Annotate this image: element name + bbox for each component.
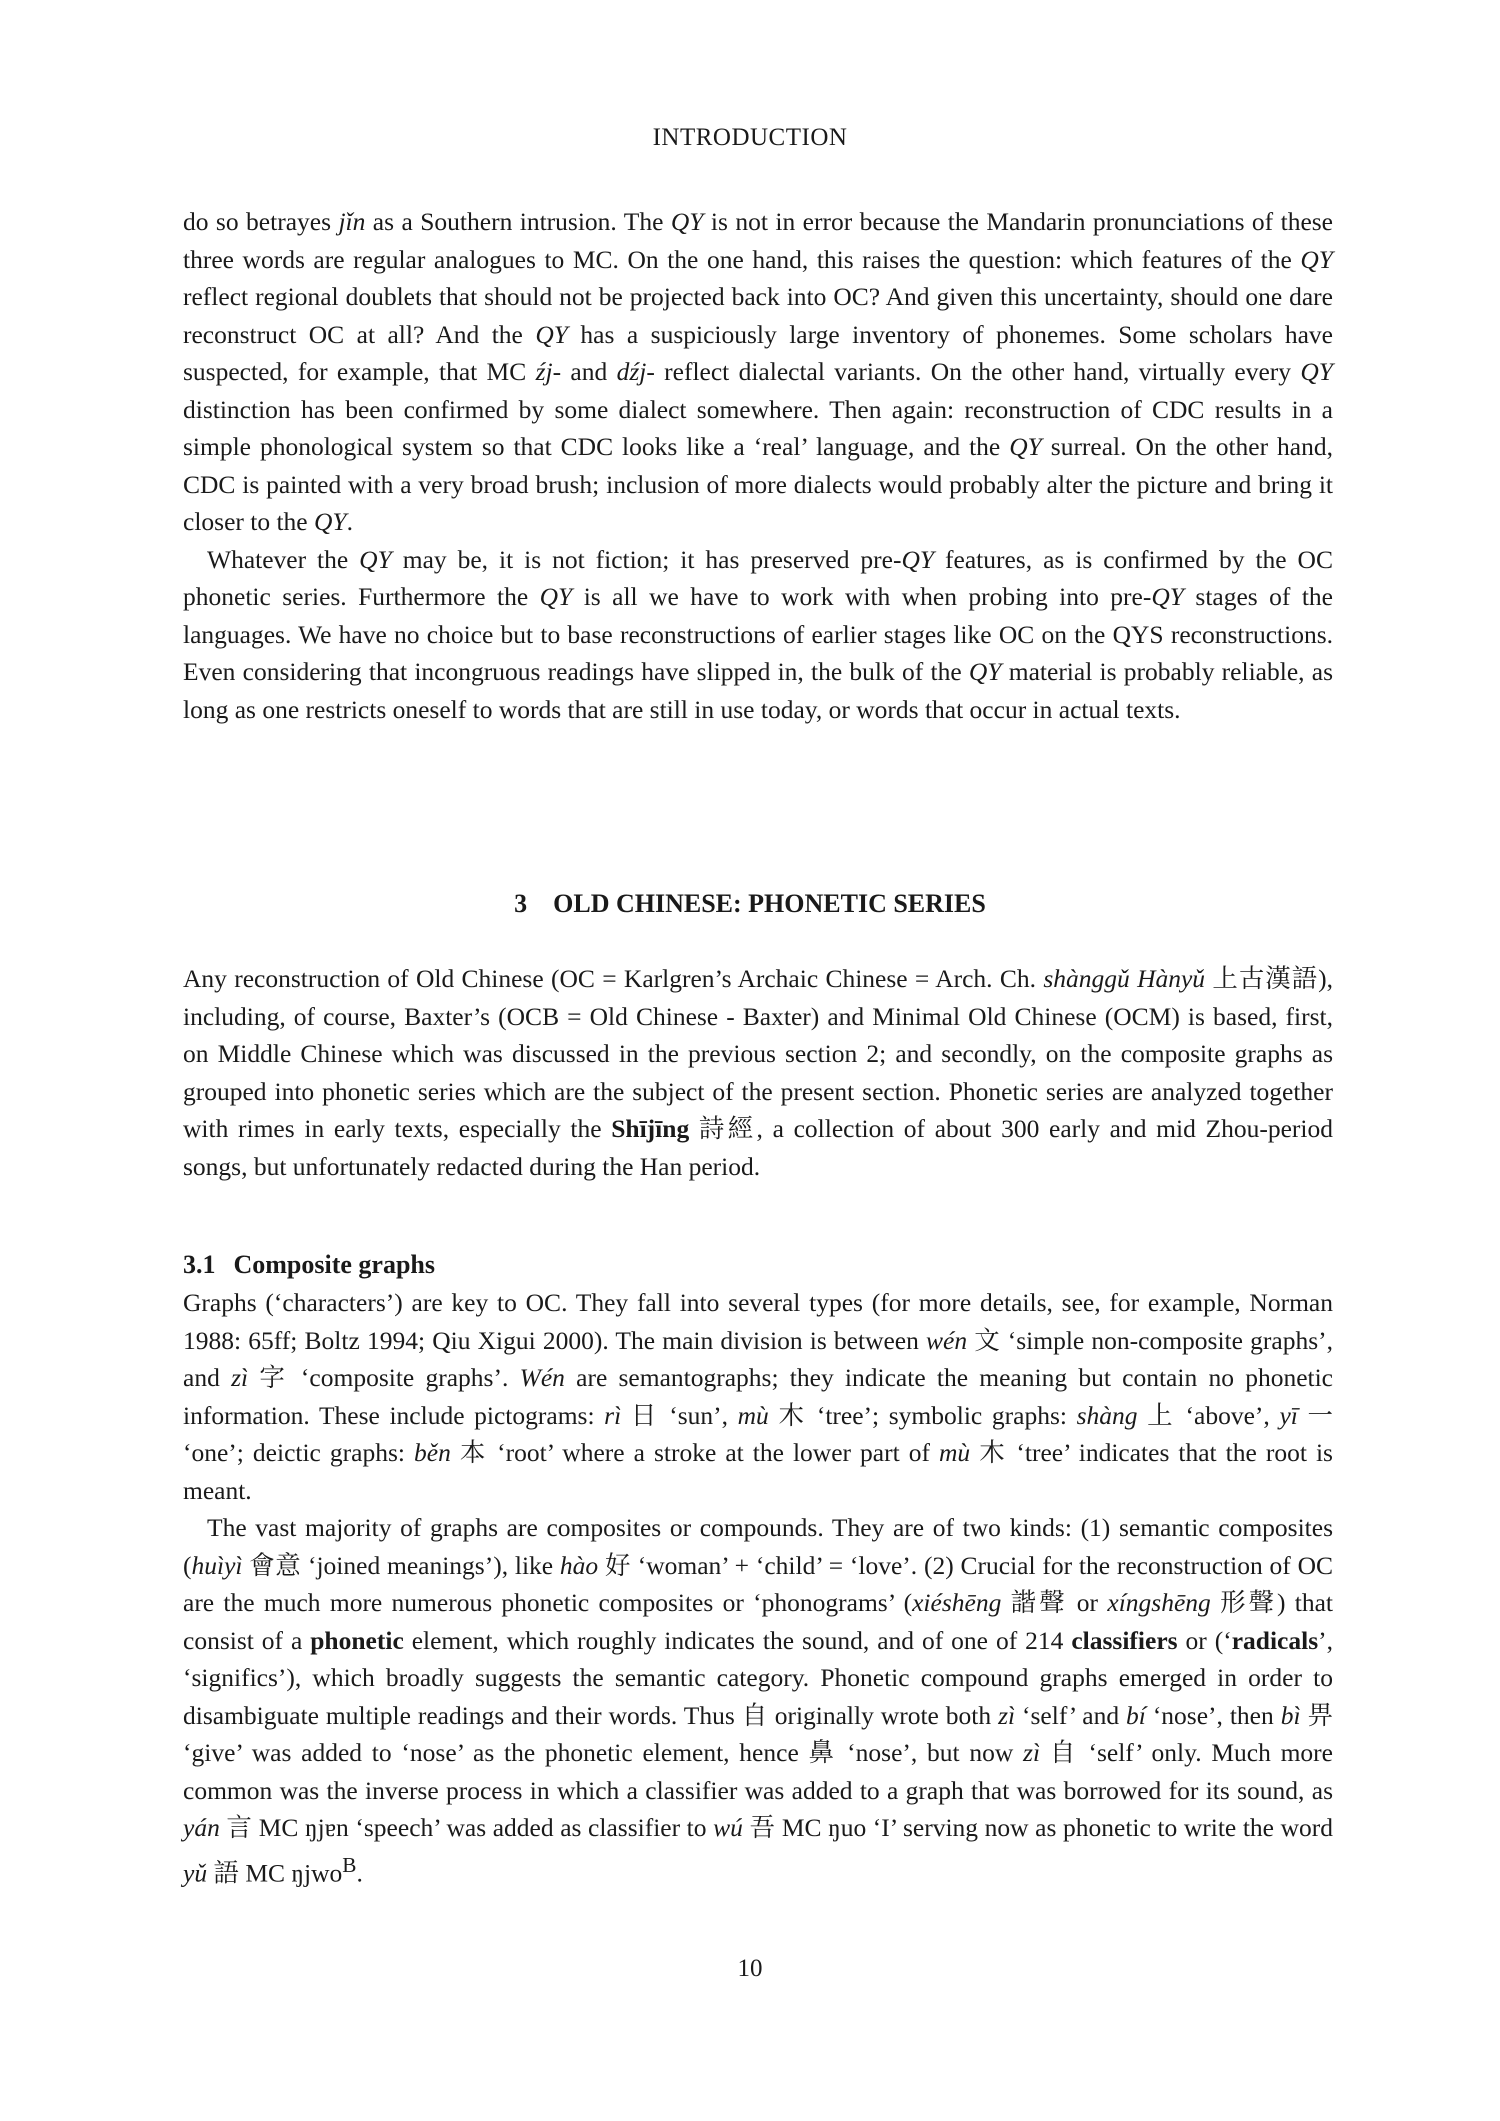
subsection-heading — [183, 1250, 435, 1280]
subsection-number: 3.1 — [183, 1250, 216, 1279]
page-number: 10 — [737, 1955, 763, 1982]
section-title: OLD CHINESE: PHONETIC SERIES — [553, 889, 986, 918]
subsection-text-block — [183, 1284, 1333, 1892]
paragraph: Graphs (‘characters’) are key to OC. They fall into several types (for more details, see, for example, Norman 1988: 65ff; Boltz 1994; Qiu Xigui 2000). The main division is between wén 文 ‘simple non-composite graphs’, and zì 字 ‘composite graphs’. Wén are semantographs; they indicate the meaning but contain no phonetic information. These include pictograms: rì 日 ‘sun’, mù 木 ‘tree’; symbolic graphs: shàng 上 ‘above’, yī 一 ‘one’; deictic graphs: běn 本 ‘root’ where a stroke at the lower part of mù 木 ‘tree’ indicates that the root is meant. — [183, 1288, 1333, 1505]
subsection-title: Composite graphs — [233, 1250, 436, 1279]
paragraph: Any reconstruction of Old Chinese (OC = Karlgren’s Archaic Chinese = Arch. Ch. shànggǔ Hànyǔ 上古漢語), including, of course, Baxter’s (OCB = Old Chinese - Baxter) and Minimal Old Chinese (OCM) is based, first, on Middle Chinese which was discussed in the previous section 2; and secondly, on the composite graphs as grouped into phonetic series which are the subject of the present section. Phonetic series are analyzed together with rimes in early texts, especially the Shījīng 詩經, a collection of about 300 early and mid Zhou-period songs, but unfortunately redacted during the Han period. — [183, 964, 1333, 1181]
section-heading — [0, 889, 1500, 919]
running-head: INTRODUCTION — [652, 124, 848, 151]
paragraph: do so betrayes jǐn as a Southern intrusion. The QY is not in error because the Mandarin pronunciations of these three words are regular analogues to MC. On the one hand, this raises the question: which features of the QY reflect regional doublets that should not be projected back into OC? And given this uncertainty, should one dare reconstruct OC at all? And the QY has a suspiciously large inventory of phonemes. Some scholars have suspected, for example, that MC źj- and dźj- reflect dialectal variants. On the other hand, virtually every QY distinction has been confirmed by some dialect somewhere. Then again: reconstruction of CDC results in a simple phonological system so that CDC looks like a ‘real’ language, and the QY surreal. On the other hand, CDC is painted with a very broad brush; inclusion of more dialects would probably alter the picture and bring it closer to the QY. — [183, 207, 1333, 536]
section-number: 3 — [514, 889, 528, 918]
paragraph: Whatever the QY may be, it is not fiction; it has preserved pre-QY features, as is confirmed by the OC phonetic series. Furthermore the QY is all we have to work with when probing into pre-QY stages of the languages. We have no choice but to base reconstructions of earlier stages like OC on the QYS reconstructions. Even considering that incongruous readings have slipped in, the bulk of the QY material is probably reliable, as long as one restricts oneself to words that are still in use today, or words that occur in actual texts. — [183, 544, 1333, 724]
paragraph: The vast majority of graphs are composites or compounds. They are of two kinds: (1) semantic composites (huìyì 會意 ‘joined meanings’), like hào 好 ‘woman’ + ‘child’ = ‘love’. (2) Crucial for the reconstruction of OC are the much more numerous phonetic composites or ‘phonograms’ (xiéshēng 諧聲 or xíngshēng 形聲) that consist of a phonetic element, which roughly indicates the sound, and of one of 214 classifiers or (‘radicals’, ‘significs’), which broadly suggests the semantic category. Phonetic compound graphs emerged in order to disambiguate multiple readings and their words. Thus 自 originally wrote both zì ‘self’ and bí ‘nose’, then bì 畀 ‘give’ was added to ‘nose’ as the phonetic element, hence 鼻 ‘nose’, but now zì 自 ‘self’ only. Much more common was the inverse process in which a classifier was added to a graph that was borrowed for its sound, as yán 言 MC ŋjɐn ‘speech’ was added as classifier to wú 吾 MC ŋuo ‘I’ serving now as phonetic to write the word yǔ 語 MC ŋjwo$^B$. — [183, 1513, 1333, 1887]
section-text-block — [183, 960, 1333, 1185]
intro-text-block — [183, 203, 1333, 728]
